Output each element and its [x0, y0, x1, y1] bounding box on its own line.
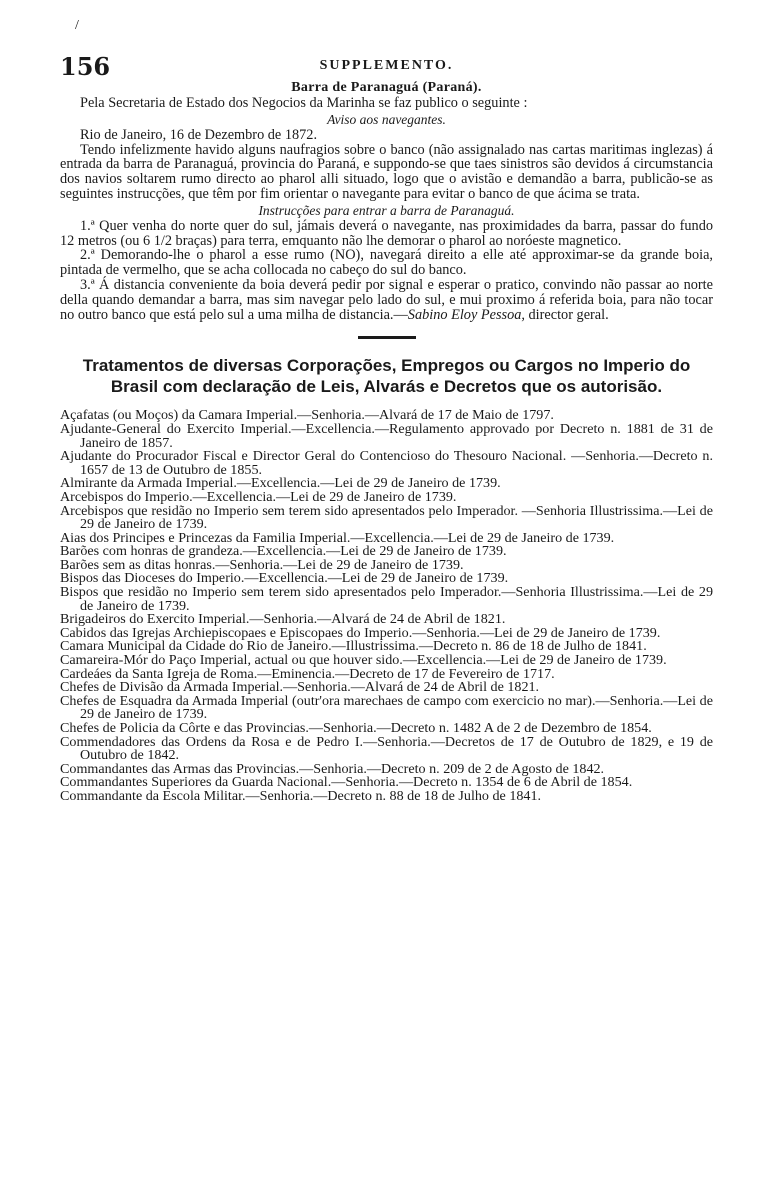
list-item: Bispos que residão no Imperio sem terem sido apresentados pelo Imperador.—Senhoria Illustrissima.—Lei de 29 de Janeiro de 1739. — [60, 584, 713, 614]
treatments-title — [60, 355, 713, 397]
running-title: SUPPLEMENTO. — [319, 58, 454, 73]
list-item: Almirante da Armada Imperial.—Excellencia.—Lei de 29 de Janeiro de 1739. — [60, 475, 501, 492]
notice-paragraph: Tendo infelizmente havido alguns naufragios sobre o banco (não assignalado nas cartas maritimas inglezas) á entrada da barra de Paranaguá, provincia do Paraná, e suppondo-se que taes sinistros são devidos á circumstancia dos navios soltarem rumo directo ao pharol alli situado, logo que o avistão e demandão a barra, publicão-se as seguintes instrucções, que têm por fim orientar o navegante para evitar o banco de que ácima se trata. — [60, 141, 713, 202]
margin-mark: / — [75, 18, 79, 33]
list-item: Barões sem as ditas honras.—Senhoria.—Lei de 29 de Janeiro de 1739. — [60, 556, 464, 573]
list-item: Barões com honras de grandeza.—Excellencia.—Lei de 29 de Janeiro de 1739. — [60, 543, 507, 560]
list-item: Camareira-Mór do Paço Imperial, actual ou que houver sido.—Excellencia.—Lei de 29 de Janeiro de 1739. — [60, 652, 667, 669]
page-number: 156 — [60, 52, 111, 81]
signature-role: director geral. — [524, 306, 609, 323]
instruction-item: 2.ª Demorando-lhe o pharol a esse rumo (NO), navegará direito a elle até approximar-se da grande boia, pintada de vermelho, que se acha collocada no cabeço do sul do banco. — [60, 247, 713, 279]
list-item: Commandante da Escola Militar.—Senhoria.—Decreto n. 88 de 18 de Julho de 1841. — [60, 787, 542, 804]
list-item: Arcebispos que residão no Imperio sem terem sido apresentados pelo Imperador. —Senhoria Illustrissima.—Lei de 29 de Janeiro de 1739. — [60, 502, 713, 533]
instructions-title: Instrucções para entrar a barra de Paranaguá. — [258, 202, 515, 218]
section-divider — [358, 336, 416, 339]
list-item: Ajudante-General do Exercito Imperial.—Excellencia.—Regulamento approvado por Decreto n. 1881 de 31 de Janeiro de 1857. — [60, 420, 713, 451]
list-item: Chefes de Esquadra da Armada Imperial (outr'ora marechaes de campo com exercicio no mar).—Senhoria.—Lei de 29 de Janeiro de 1739. — [60, 692, 713, 723]
treatments-title-line-1: Tratamentos de diversas Corporações, Empregos ou Cargos no Imperio do — [82, 356, 691, 376]
notice-intro: Pela Secretaria de Estado dos Negocios da Marinha se faz publico o seguinte : — [80, 95, 528, 111]
instruction-item: 1.ª Quer venha do norte quer do sul, jámais deverá o navegante, nas proximidades da barra, passar do fundo 12 metros (ou 6 1/2 braças) para terra, emquanto não lhe demorar o pharol ao noróeste magnetico. — [60, 217, 713, 249]
treatments-list — [60, 409, 713, 803]
list-item: Arcebispos do Imperio.—Excellencia.—Lei de 29 de Janeiro de 1739. — [60, 488, 457, 505]
list-item: Cardeáes da Santa Igreja de Roma.—Eminencia.—Decreto de 17 de Fevereiro de 1717. — [60, 665, 555, 682]
notice-aviso: Aviso aos navegantes. — [327, 111, 446, 127]
list-item: Ajudante do Procurador Fiscal e Director Geral do Contencioso do Thesouro Nacional. —Senhoria.—Decreto n. 1657 de 13 de Outubro de 1855. — [60, 448, 713, 478]
list-item: Commandantes Superiores da Guarda Nacional.—Senhoria.—Decreto n. 1354 de 6 de Abril de 1854. — [60, 774, 633, 791]
notice-body — [60, 96, 713, 322]
list-item: Bispos das Dioceses do Imperio.—Excellencia.—Lei de 29 de Janeiro de 1739. — [60, 570, 509, 587]
treatments-title-line-2: Brasil com declaração de Leis, Alvarás e Decretos que os autorisão. — [110, 377, 663, 397]
list-item: Brigadeiros do Exercito Imperial.—Senhoria.—Alvará de 24 de Abril de 1821. — [60, 611, 506, 628]
notice-date: Rio de Janeiro, 16 de Dezembro de 1872. — [80, 126, 318, 143]
instruction-3-text: 3.ª Á distancia conveniente da boia deverá pedir por signal e esperar o pratico, convindo não passar ao norte della quando demandar a barra, mas sim navegar pelo lado do sul, e mui proximo á referida boia, para não tocar no outro banco que está pelo sul a uma milha de distancia.— — [60, 276, 713, 323]
list-item: Chefes de Divisão da Armada Imperial.—Senhoria.—Alvará de 24 de Abril de 1821. — [60, 679, 540, 696]
notice-title: Barra de Paranaguá (Paraná). — [291, 80, 482, 95]
list-item: Camara Municipal da Cidade do Rio de Janeiro.—Illustrissima.—Decreto n. 86 de 18 de Julho de 1841. — [60, 638, 647, 655]
instruction-item-3 — [60, 278, 713, 322]
page-header — [60, 30, 713, 81]
list-item: Aias dos Principes e Princezas da Familia Imperial.—Excellencia.—Lei de 29 de Janeiro de 1739. — [60, 529, 615, 546]
list-item: Chefes de Policia da Côrte e das Provincias.—Senhoria.—Decreto n. 1482 A de 2 de Dezembro de 1854. — [60, 720, 652, 737]
signature-name: Sabino Eloy Pessoa, — [407, 306, 525, 323]
list-item: Commandantes das Armas das Provincias.—Senhoria.—Decreto n. 209 de 2 de Agosto de 1842. — [60, 760, 605, 777]
list-item: Cabidos das Igrejas Archiepiscopaes e Episcopaes do Imperio.—Senhoria.—Lei de 29 de Janeiro de 1739. — [60, 624, 661, 641]
list-item: Commendadores das Ordens da Rosa e de Pedro I.—Senhoria.—Decretos de 17 de Outubro de 1829, e 19 de Outubro de 1842. — [60, 733, 713, 764]
list-item: Açafatas (ou Moços) da Camara Imperial.—Senhoria.—Alvará de 17 de Maio de 1797. — [60, 407, 554, 424]
